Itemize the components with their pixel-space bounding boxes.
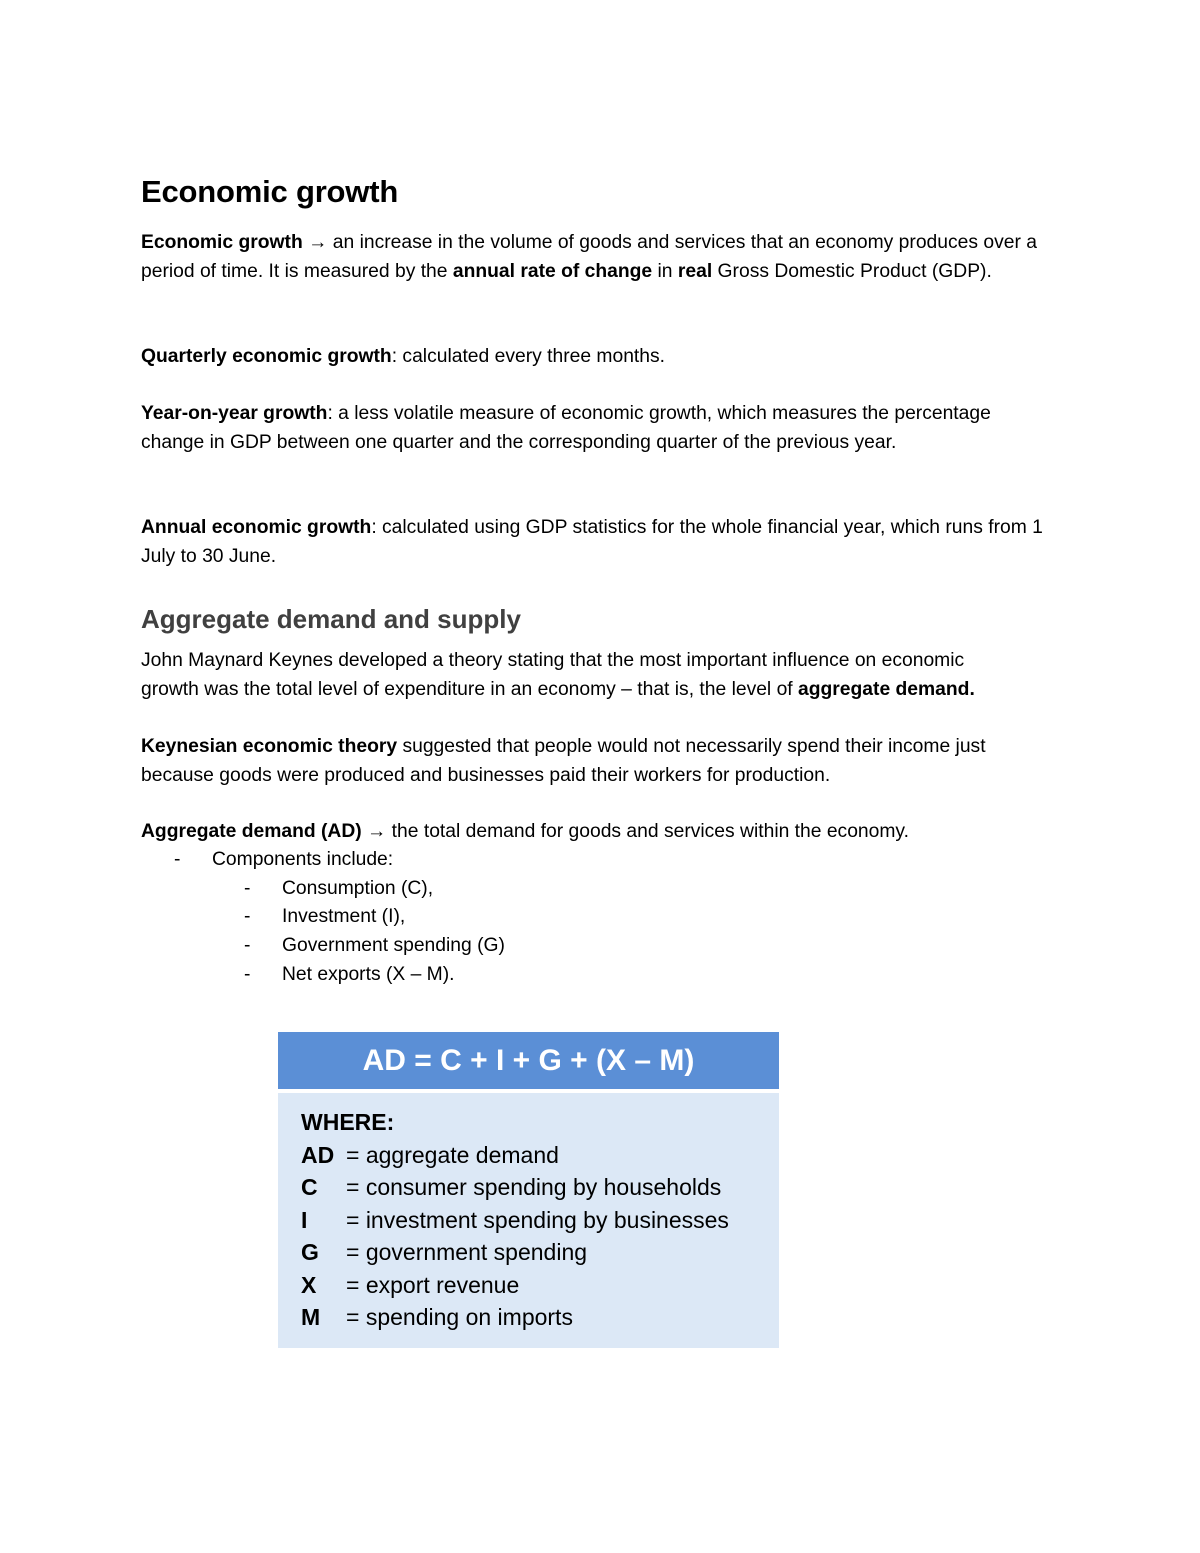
legend-row: X = export revenue	[301, 1272, 520, 1298]
list-item: - Components include:	[174, 849, 394, 870]
year-on-year-paragraph: Year-on-year growth: a less volatile measure of economic growth, which measures the percentage change in GDP between one quarter and the corresponding quarter of the previous year.	[141, 403, 991, 453]
quarterly-growth-paragraph: Quarterly economic growth: calculated every three months.	[141, 346, 666, 367]
legend-row: G = government spending	[301, 1239, 588, 1265]
keynesian-theory-paragraph: Keynesian economic theory suggested that people would not necessarily spend their income just because goods were produced and businesses paid their workers for production.	[141, 736, 986, 786]
equation-header: AD = C + I + G + (X – M)	[278, 1032, 779, 1089]
list-item: - Consumption (C),	[244, 877, 434, 899]
components-list	[141, 846, 505, 990]
legend-row: AD = aggregate demand	[301, 1142, 559, 1168]
aggregate-demand-definition: Aggregate demand (AD) → the total demand for goods and services within the economy.	[141, 821, 909, 842]
list-item: - Investment (I),	[244, 906, 406, 928]
legend-row: M = spending on imports	[301, 1304, 573, 1330]
section-heading-aggregate: Aggregate demand and supply	[141, 604, 521, 634]
list-item: - Net exports (X – M).	[244, 963, 455, 985]
aggregate-demand-equation-figure	[278, 1032, 779, 1348]
keynes-paragraph: John Maynard Keynes developed a theory stating that the most important influence on economic growth was the total level of expenditure in an economy – that is, the level of aggregate demand.	[141, 650, 975, 700]
list-item: - Government spending (G)	[244, 935, 505, 957]
where-label: WHERE:	[301, 1109, 395, 1135]
page-title: Economic growth	[141, 174, 399, 209]
legend-row: C = consumer spending by households	[301, 1174, 722, 1200]
annual-growth-paragraph: Annual economic growth: calculated using GDP statistics for the whole financial year, which runs from 1 July to 30 June.	[141, 517, 1043, 567]
economic-growth-definition: Economic growth → an increase in the volume of goods and services that an economy produces over a period of time. It is measured by the annual rate of change in real Gross Domestic Product (GDP).	[141, 232, 1037, 282]
equation-legend	[278, 1093, 779, 1348]
legend-row: I = investment spending by businesses	[301, 1207, 729, 1233]
